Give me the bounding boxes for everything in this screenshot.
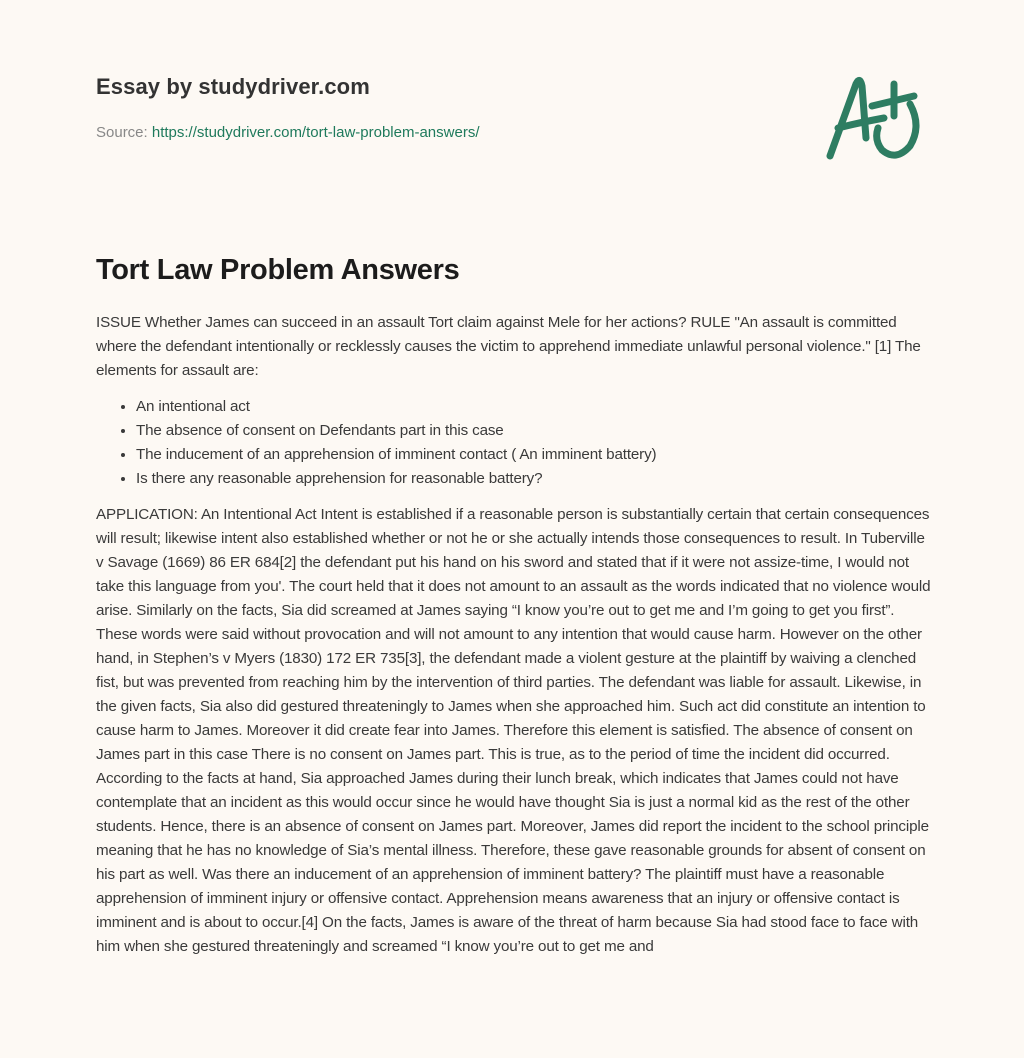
intro-paragraph: ISSUE Whether James can succeed in an assault Tort claim against Mele for her actions? RULE "An assault is committed where the defendant intentionally or recklessly causes the victim to apprehend immediate unlawful personal violence." [1] The elements for assault are:: [96, 314, 921, 379]
page-title: Tort Law Problem Answers: [96, 254, 460, 286]
site-title: Essay by studydriver.com: [96, 74, 370, 99]
source-line: [96, 124, 479, 141]
list-item: • Is there any reasonable apprehension for reasonable battery?: [136, 467, 932, 491]
page-header: [96, 74, 479, 141]
elements-list: [96, 395, 932, 491]
source-link[interactable]: https://studydriver.com/tort-law-problem-answers/: [151, 124, 480, 141]
list-item: • The inducement of an apprehension of imminent contact ( An imminent battery): [136, 443, 932, 467]
application-paragraph: APPLICATION: An Intentional Act Intent is established if a reasonable person is substantially certain that certain consequences will result; likewise intent also established whether or not he or she actually intends those consequences to result. In Tuberville v Savage (1669) 86 ER 684[2] the defendant put his hand on his sword and stated that if it were not assize-time, I would not take this language from you'. The court held that it does not amount to an assault as the words indicated that no violence would arise. Similarly on the facts, Sia did screamed at James saying “I know you’re out to get me and I’m going to get you first”. These words were said without provocation and will not amount to any intention that would cause harm. However on the other hand, in Stephen’s v Myers (1830) 172 ER 735[3], the defendant made a violent gesture at the plaintiff by waiving a clenched fist, but was prevented from reaching him by the intervention of third parties. The defendant was liable for assault. Likewise, in the given facts, Sia also did gestured threateningly to James when she approached him. Such act did constitute an intention to cause harm to James. Moreover it did create fear into James. Therefore this element is satisfied. The absence of consent on James part in this case There is no consent on James part. This is true, as to the period of time the incident did occurred. According to the facts at hand, Sia approached James during their lunch break, which indicates that James could not have contemplate that an incident as this would occur since he would have thought Sia is just a normal kid as the rest of the other students. Hence, there is an absence of consent on James part. Moreover, James did report the incident to the school principle meaning that he has no knowledge of Sia’s mental illness. Therefore, these gave reasonable grounds for absent of consent on his part as well. Was there an inducement of an apprehension of imminent battery? The plaintiff must have a reasonable apprehension of imminent injury or offensive contact. Apprehension means awareness that an injury or offensive contact is imminent and is about to occur.[4] On the facts, James is aware of the threat of harm because Sia had stood face to face with him when she gestured threateningly and screamed “I know you’re out to get me and: [96, 506, 931, 955]
source-label: Source:: [96, 124, 152, 141]
article: [96, 254, 932, 971]
list-item: • An intentional act: [136, 395, 932, 419]
list-item: • The absence of consent on Defendants part in this case: [136, 419, 932, 443]
a-plus-grade-icon: [822, 66, 932, 166]
